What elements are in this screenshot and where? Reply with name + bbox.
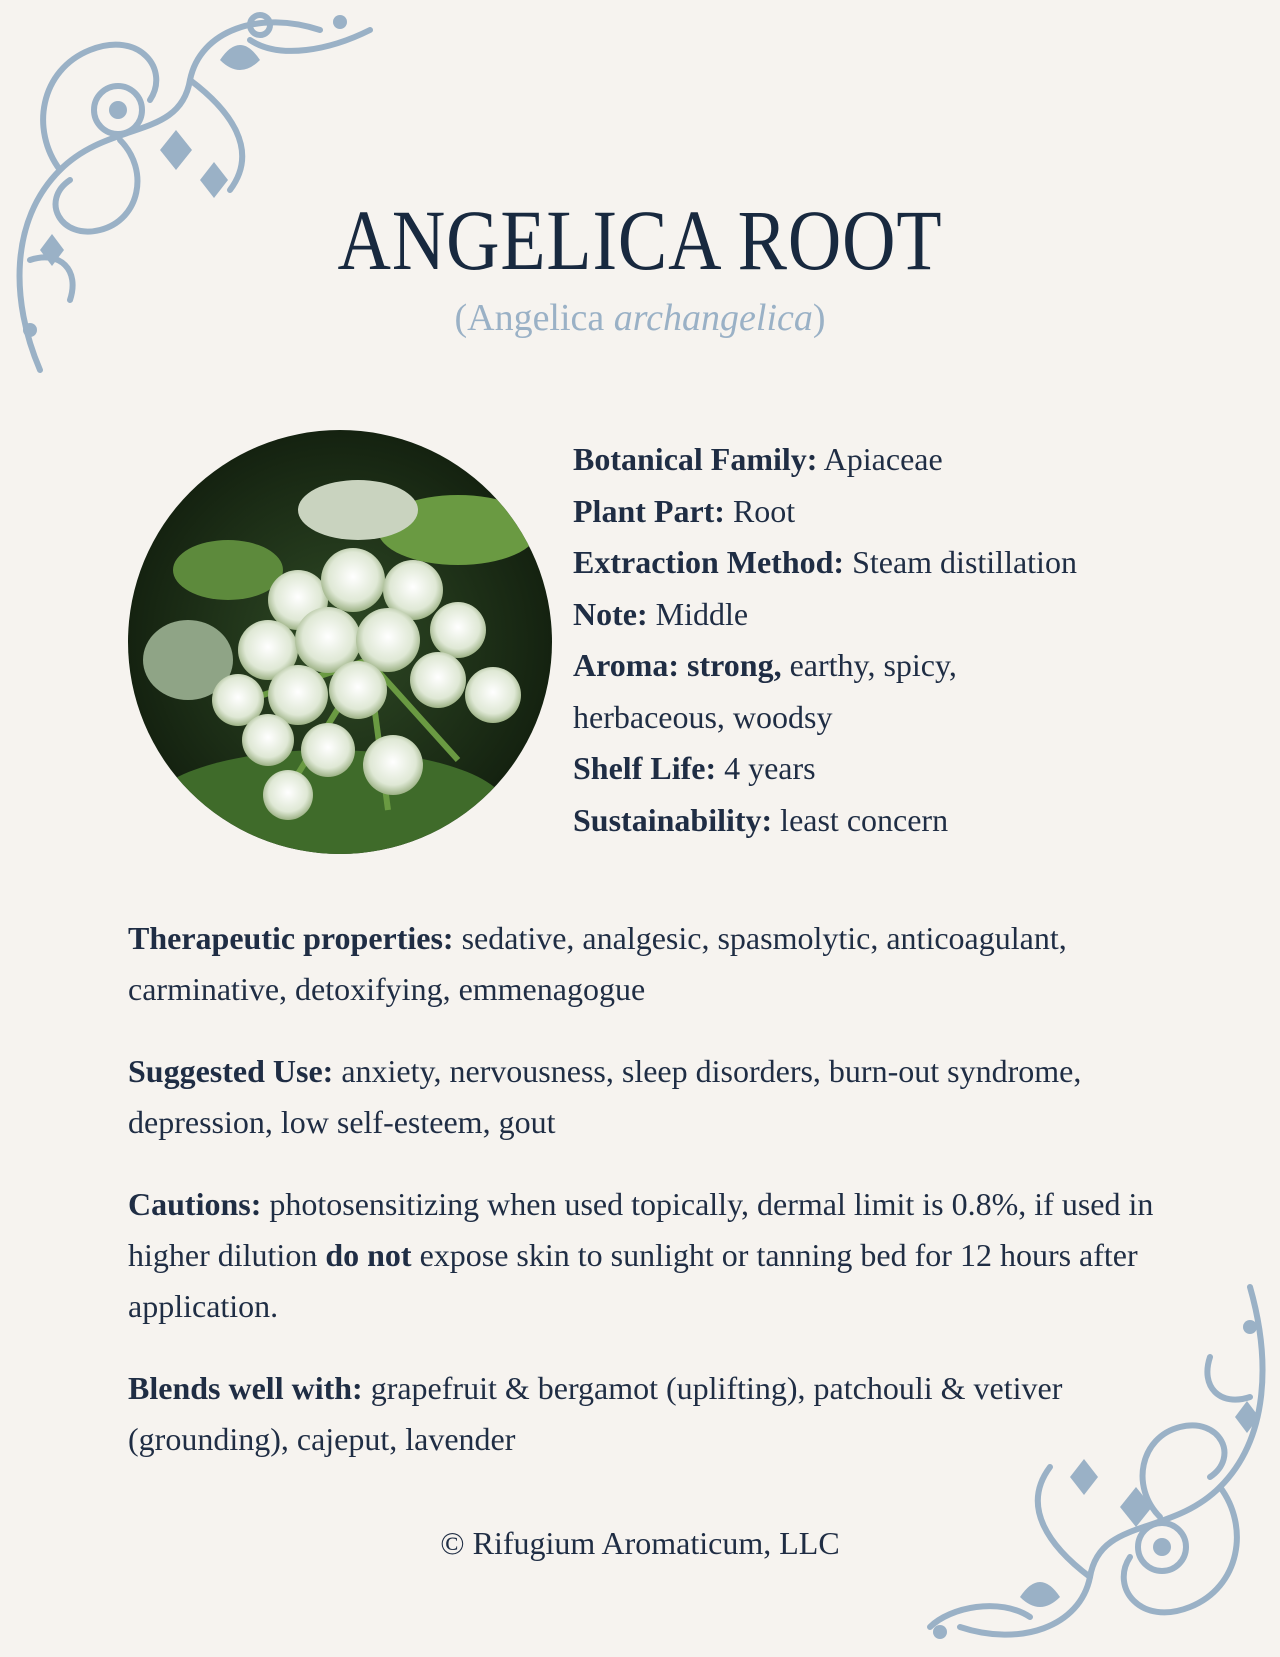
latin-name bbox=[0, 296, 1280, 340]
fact-label: Extraction Method: bbox=[573, 544, 845, 580]
fact-label: Note: bbox=[573, 595, 648, 632]
latin-name-species: archangelica bbox=[613, 297, 813, 339]
copyright-footer: © Rifugium Aromaticum, LLC bbox=[440, 1525, 840, 1561]
fact-label: Plant Part: bbox=[573, 492, 725, 529]
section-label: Therapeutic properties: bbox=[128, 920, 454, 956]
section-label: Cautions: bbox=[128, 1186, 262, 1222]
fact-value: Apiaceae bbox=[817, 441, 943, 477]
section-text: expose skin to sunlight or tanning bed for 12 hours after application. bbox=[128, 1237, 1138, 1324]
fact-extraction-method bbox=[573, 537, 1173, 589]
description-body bbox=[128, 913, 1168, 1496]
suggested-use bbox=[128, 1046, 1168, 1148]
fact-label: Shelf Life: bbox=[573, 750, 717, 786]
fact-aroma bbox=[573, 640, 1173, 692]
cautions bbox=[128, 1179, 1168, 1332]
section-label: Suggested Use: bbox=[128, 1053, 334, 1089]
fact-value: Root bbox=[724, 492, 796, 529]
fact-shelf-life bbox=[573, 743, 1173, 795]
fact-value: earthy, spicy, bbox=[781, 647, 957, 683]
fact-value: 4 years bbox=[716, 750, 816, 786]
latin-name-close: ) bbox=[812, 297, 826, 339]
plant-facts bbox=[573, 434, 1173, 846]
fact-note bbox=[573, 589, 1173, 641]
section-text: sedative, analgesic, spasmolytic, anticoagulant, carminative, detoxifying, emmenagogue bbox=[128, 920, 1067, 1007]
plant-photo bbox=[128, 430, 552, 854]
fact-label: Sustainability: bbox=[573, 801, 773, 838]
section-text: anxiety, nervousness, sleep disorders, burn-out syndrome, depression, low self-esteem, gout bbox=[128, 1053, 1082, 1140]
fact-emphasis: strong, bbox=[679, 647, 782, 683]
fact-sustainability bbox=[573, 795, 1173, 847]
fact-value: Steam distillation bbox=[844, 544, 1077, 580]
fact-label: Aroma: bbox=[573, 647, 680, 683]
therapeutic-properties bbox=[128, 913, 1168, 1015]
section-text: photosensitizing when used topically, dermal limit is 0.8%, if used in higher dilution bbox=[128, 1186, 1154, 1273]
section-emphasis: do not bbox=[325, 1237, 412, 1273]
blends-well-with bbox=[128, 1363, 1168, 1465]
fact-value: Middle bbox=[647, 595, 749, 632]
latin-name-open: (Angelica bbox=[454, 297, 614, 339]
page-title: ANGELICA ROOT bbox=[337, 192, 943, 288]
fact-plant-part bbox=[573, 486, 1173, 538]
section-label: Blends well with: bbox=[128, 1370, 363, 1406]
fact-value: least concern bbox=[772, 801, 949, 838]
fact-label: Botanical Family: bbox=[573, 441, 818, 477]
section-text: grapefruit & bergamot (uplifting), patchouli & vetiver (grounding), cajeput, lavender bbox=[128, 1370, 1063, 1457]
fact-aroma-continued: herbaceous, woodsy bbox=[573, 698, 833, 735]
fact-botanical-family bbox=[573, 434, 1173, 486]
